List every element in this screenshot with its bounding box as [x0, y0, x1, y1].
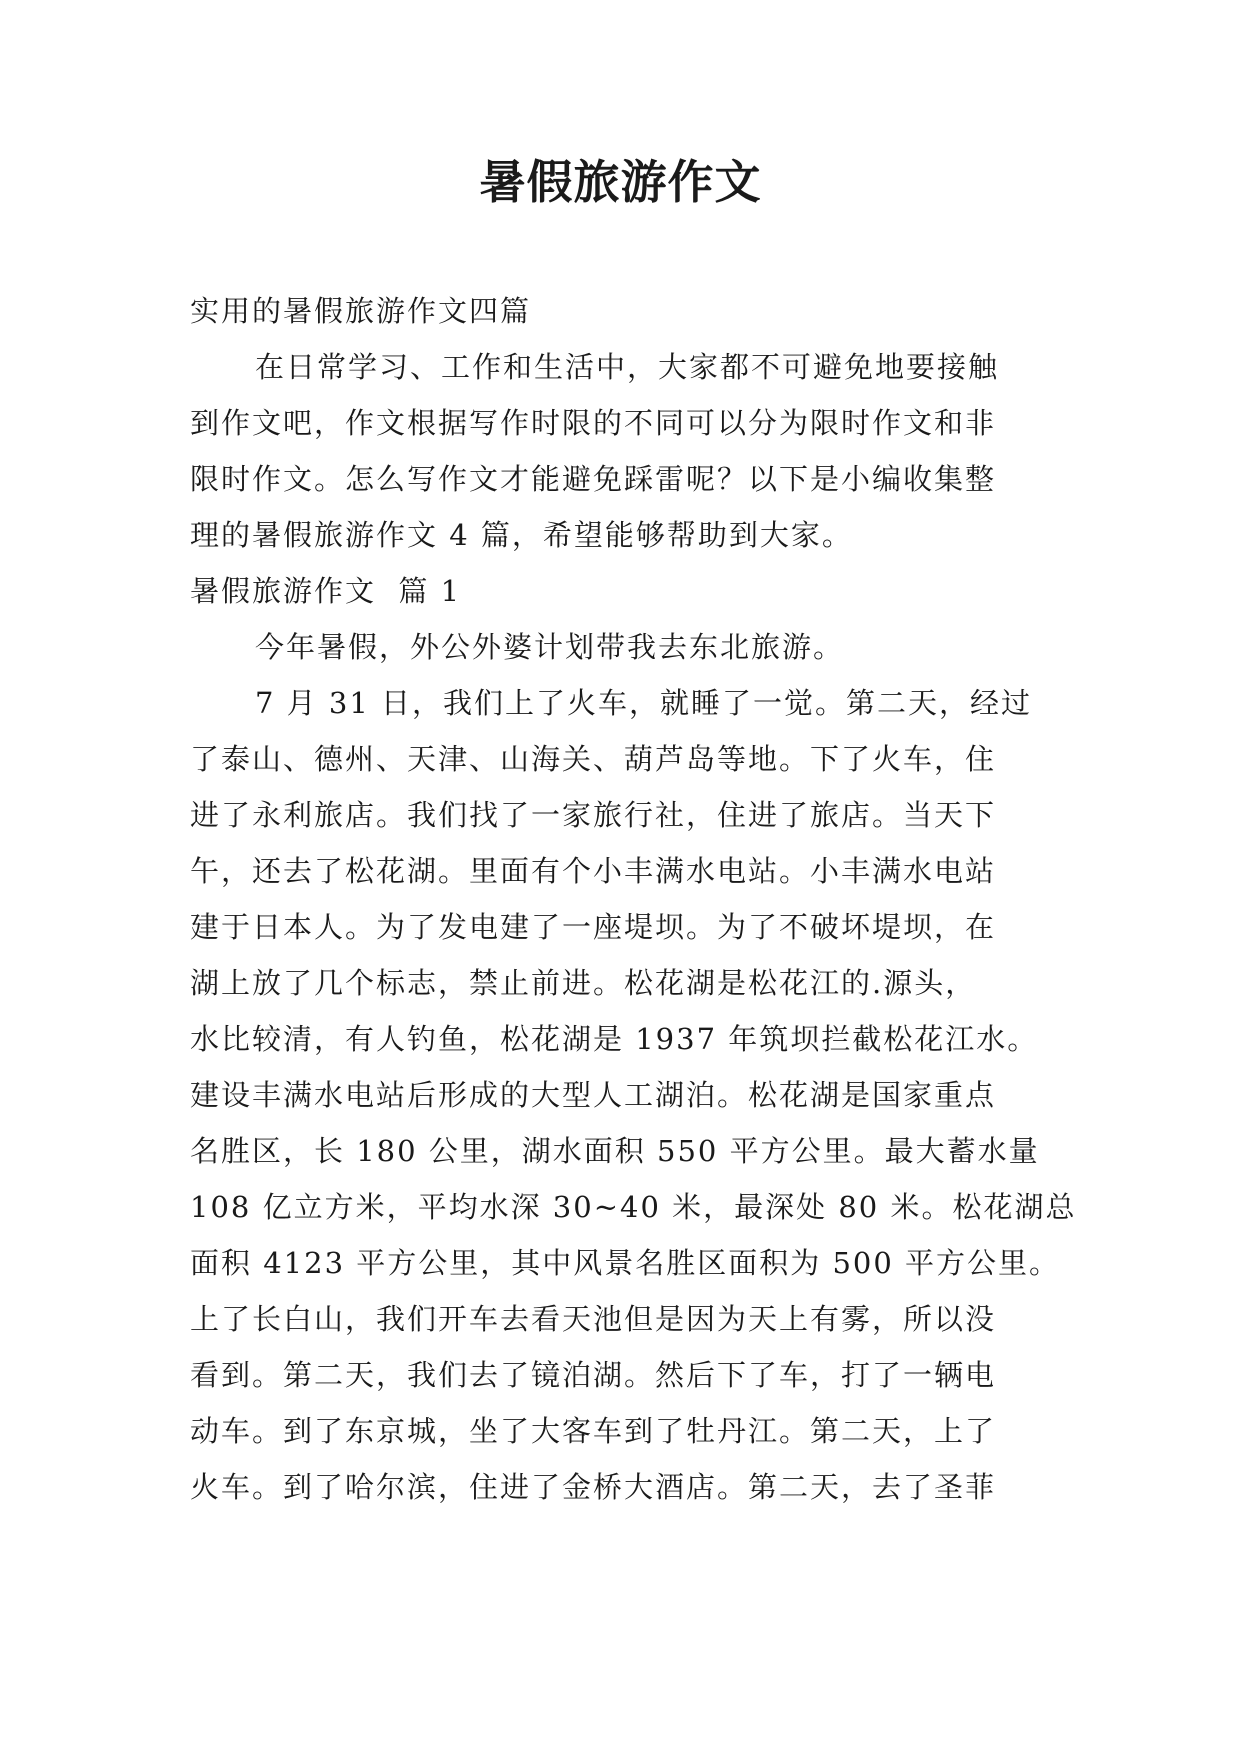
section-heading: 暑假旅游作文 篇 1 [190, 574, 462, 608]
document-title: 暑假旅游作文 [479, 155, 762, 209]
paragraph-2-line: 建设丰满水电站后形成的大型人工湖泊。松花湖是国家重点 [190, 1078, 997, 1112]
paragraph-2-line: 上了长白山，我们开车去看天池但是因为天上有雾，所以没 [190, 1302, 997, 1336]
paragraph-2-line: 建于日本人。为了发电建了一座堤坝。为了不破坏堤坝，在 [190, 910, 997, 944]
paragraph-2-line: 湖上放了几个标志，禁止前进。松花湖是松花江的.源头， [190, 966, 977, 1000]
paragraph-2-line: 名胜区，长 180 公里，湖水面积 550 平方公里。最大蓄水量 [190, 1134, 1040, 1168]
paragraph-2-line: 看到。第二天，我们去了镜泊湖。然后下了车，打了一辆电 [190, 1358, 997, 1392]
paragraph-2-line: 108 亿立方米，平均水深 30~40 米，最深处 80 米。松花湖总 [190, 1190, 1077, 1224]
subtitle: 实用的暑假旅游作文四篇 [190, 294, 532, 328]
intro-line: 到作文吧，作文根据写作时限的不同可以分为限时作文和非 [190, 406, 997, 440]
paragraph-2-line: 7 月 31 日，我们上了火车，就睡了一觉。第二天，经过 [255, 686, 1033, 720]
paragraph-2-line: 面积 4123 平方公里，其中风景名胜区面积为 500 平方公里。 [190, 1246, 1061, 1280]
document-body [190, 283, 1077, 1515]
paragraph-2-line: 水比较清，有人钓鱼，松花湖是 1937 年筑坝拦截松花江水。 [190, 1022, 1039, 1056]
paragraph-2-line: 午，还去了松花湖。里面有个小丰满水电站。小丰满水电站 [190, 854, 997, 888]
paragraph-1: 今年暑假，外公外婆计划带我去东北旅游。 [255, 630, 845, 664]
intro-line: 在日常学习、工作和生活中，大家都不可避免地要接触 [255, 350, 1000, 384]
intro-line: 理的暑假旅游作文 4 篇，希望能够帮助到大家。 [190, 518, 853, 552]
paragraph-2-line: 火车。到了哈尔滨，住进了金桥大酒店。第二天，去了圣菲 [190, 1470, 997, 1504]
paragraph-2-line: 进了永利旅店。我们找了一家旅行社，住进了旅店。当天下 [190, 798, 997, 832]
intro-line: 限时作文。怎么写作文才能避免踩雷呢？以下是小编收集整 [190, 462, 997, 496]
paragraph-2-line: 动车。到了东京城，坐了大客车到了牡丹江。第二天，上了 [190, 1414, 997, 1448]
paragraph-2-line: 了泰山、德州、天津、山海关、葫芦岛等地。下了火车，住 [190, 742, 997, 776]
